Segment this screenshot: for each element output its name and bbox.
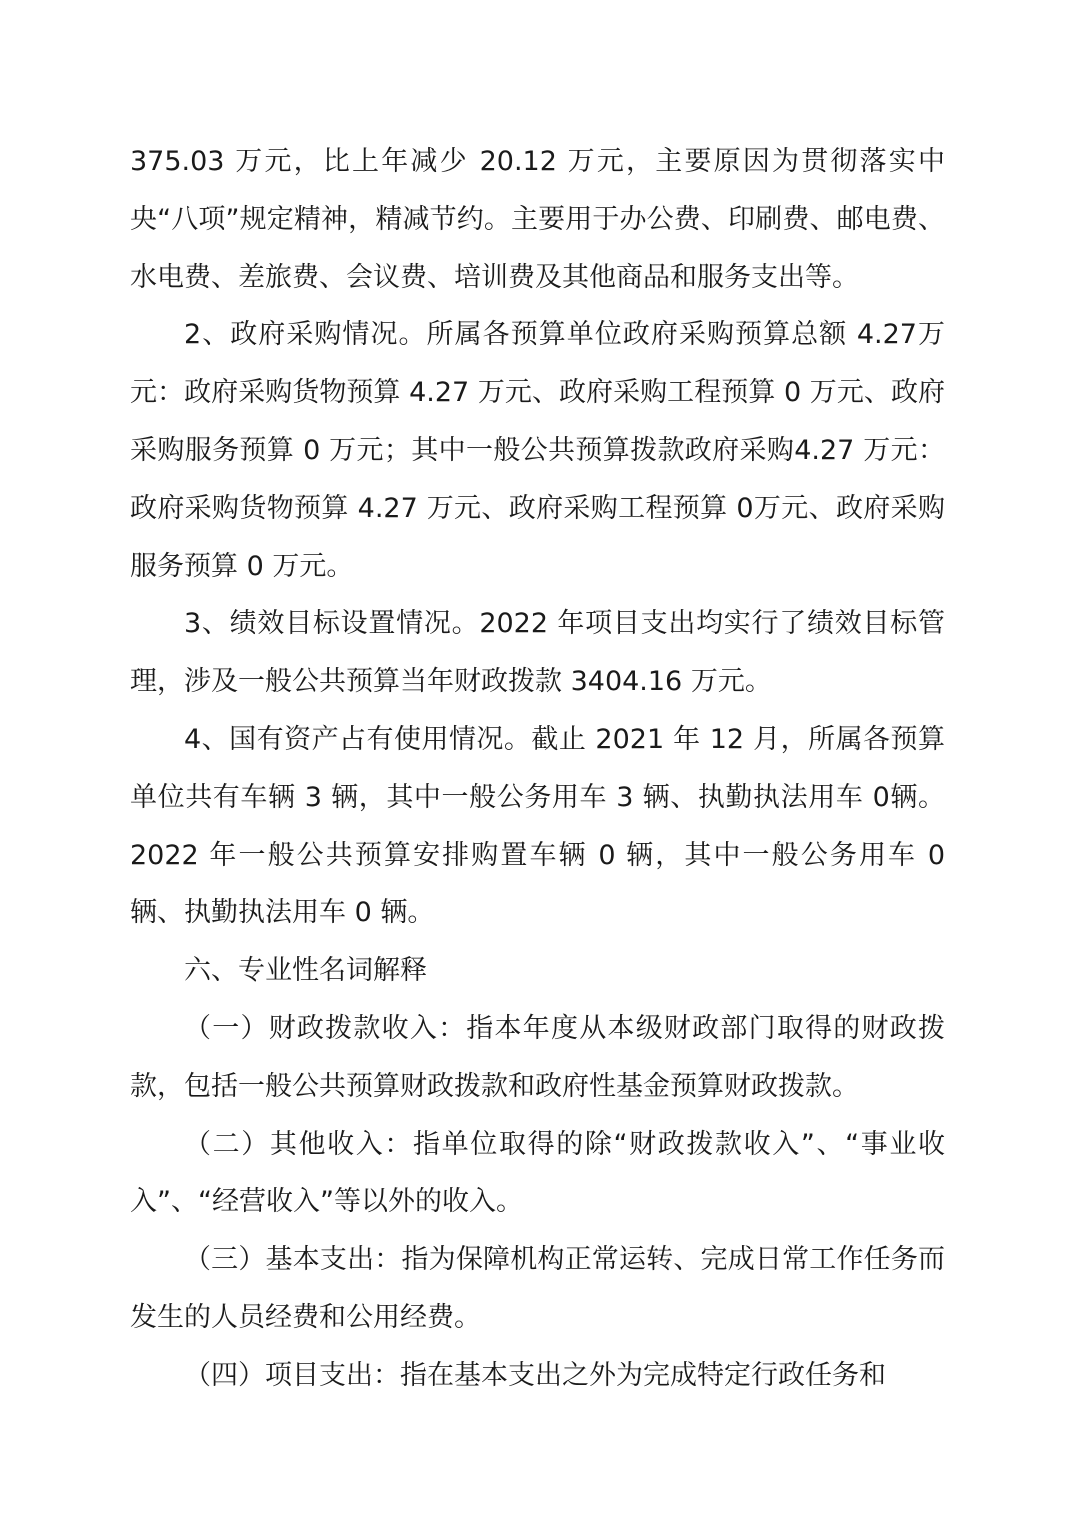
document-body: [130, 133, 945, 1405]
paragraph-state-assets: 4、国有资产占有使用情况。截止 2021 年 12 月，所属各预算单位共有车辆 3 辆，其中一般公务用车 3 辆、执勤执法用车 0辆。2022 年一般公共预算安排购置车辆 0 辆，其中一般公务用车 0 辆、执勤执法用车 0 辆。: [130, 723, 945, 929]
paragraph-performance-targets: 3、绩效目标设置情况。2022 年项目支出均实行了绩效目标管理，涉及一般公共预算当年财政拨款 3404.16 万元。: [130, 608, 945, 698]
paragraph-expense-continuation: 375.03 万元，比上年减少 20.12 万元，主要原因为贯彻落实中央“八项”规定精神，精减节约。主要用于办公费、印刷费、邮电费、水电费、差旅费、会议费、培训费及其他商品和服务支出等。: [130, 146, 945, 293]
paragraph-government-procurement: 2、政府采购情况。所属各预算单位政府采购预算总额 4.27万元：政府采购货物预算 4.27 万元、政府采购工程预算 0 万元、政府采购服务预算 0 万元；其中一般公共预算拨款政府采购4.27 万元：政府采购货物预算 4.27 万元、政府采购工程预算 0万元、政府采购服务预算 0 万元。: [130, 319, 945, 582]
section-heading-terms: 六、专业性名词解释: [184, 955, 427, 987]
paragraph-term-basic-expenditure: （三）基本支出：指为保障机构正常运转、完成日常工作任务而发生的人员经费和公用经费。: [130, 1244, 945, 1333]
paragraph-term-other-income: （二）其他收入：指单位取得的除“财政拨款收入”、“事业收入”、“经营收入”等以外的收入。: [130, 1128, 945, 1218]
paragraph-term-project-expenditure: （四）项目支出：指在基本支出之外为完成特定行政任务和: [184, 1359, 886, 1391]
paragraph-term-fiscal-income: （一）财政拨款收入：指本年度从本级财政部门取得的财政拨款，包括一般公共预算财政拨款和政府性基金预算财政拨款。: [130, 1012, 945, 1102]
